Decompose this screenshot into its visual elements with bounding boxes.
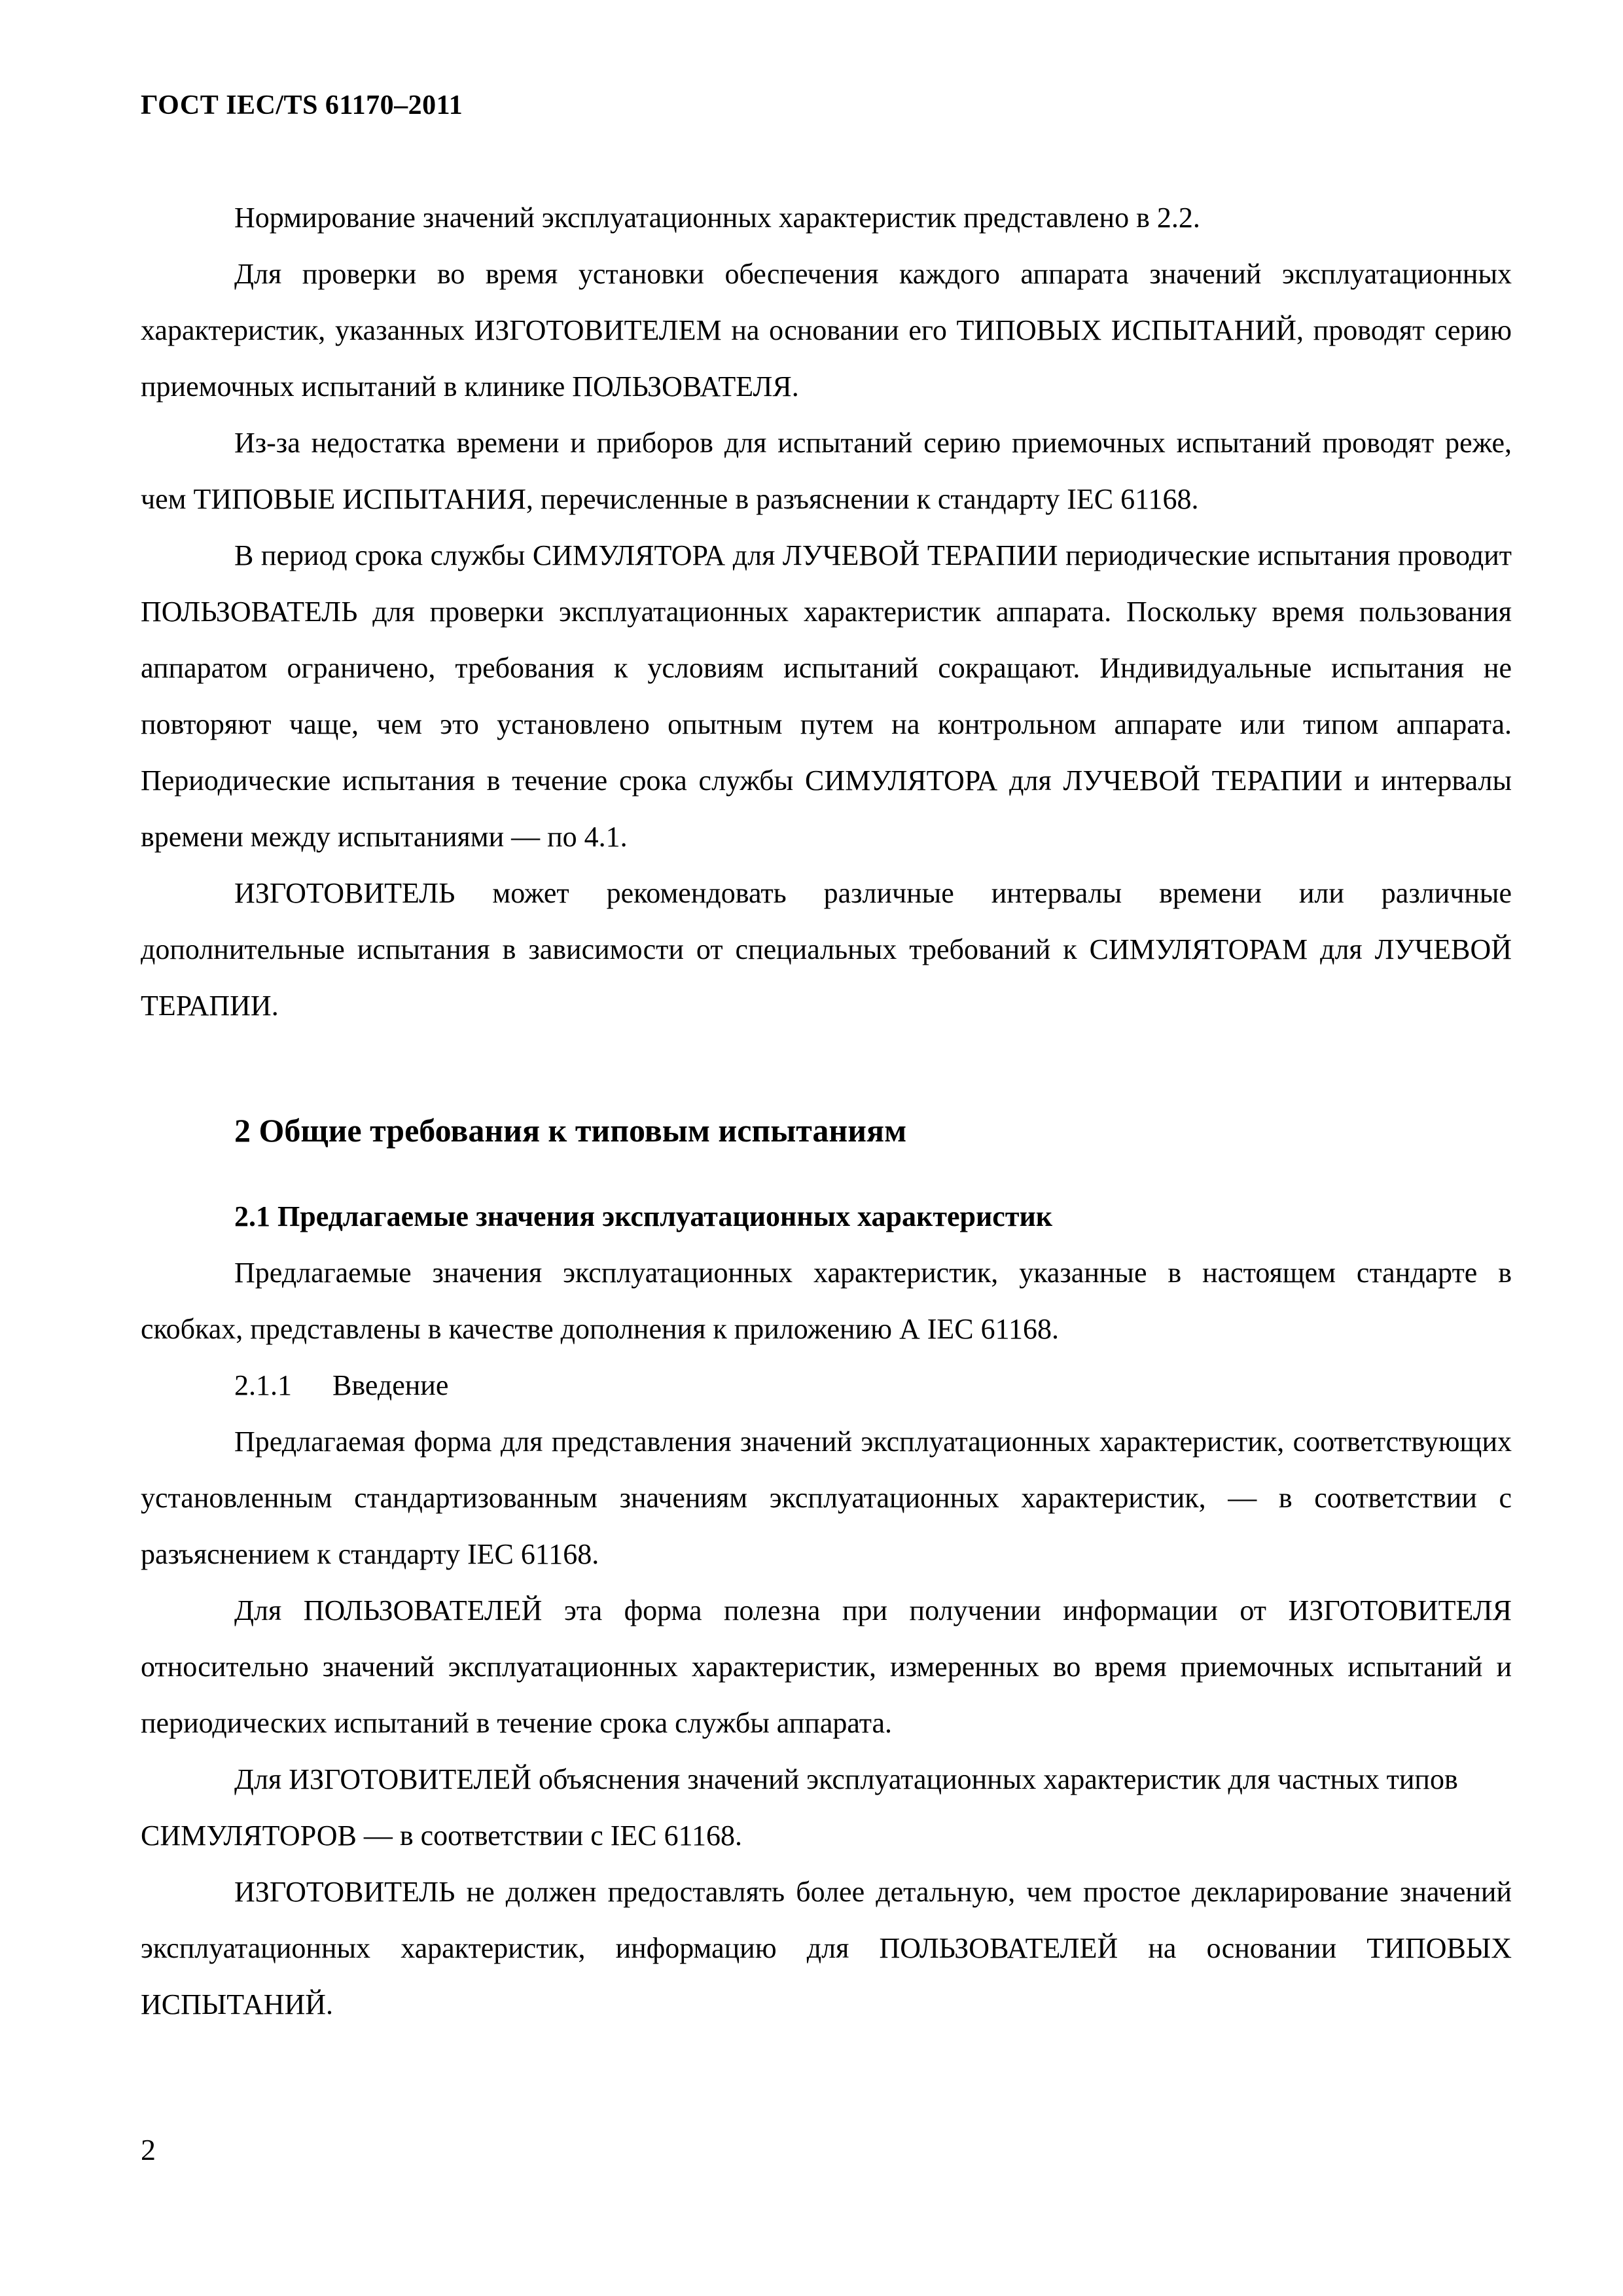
clause-title: Введение	[332, 1369, 449, 1401]
intro-paragraph: ИЗГОТОВИТЕЛЬ может рекомендовать различные интервалы времени или различные дополнительные испытания в зависимости от специальных требований к СИМУЛЯТОРАМ для ЛУЧЕВОЙ ТЕРАПИИ.	[141, 877, 1512, 1022]
page-number: 2	[141, 2133, 156, 2166]
document-body	[141, 190, 1512, 2033]
intro-paragraph: Для проверки во время установки обеспечения каждого аппарата значений эксплуатационных характеристик, указанных ИЗГОТОВИТЕЛЕМ на основании его ТИПОВЫХ ИСПЫТАНИЙ, проводят серию приемочных испытаний в клинике ПОЛЬЗОВАТЕЛЯ.	[141, 258, 1512, 403]
section-title: 2 Общие требования к типовым испытаниям	[234, 1112, 907, 1149]
clause-paragraph: ИЗГОТОВИТЕЛЬ не должен предоставлять более детальную, чем простое декларирование значений эксплуатационных характеристик, информацию для ПОЛЬЗОВАТЕЛЕЙ на основании ТИПОВЫХ ИСПЫТАНИЙ.	[141, 1876, 1512, 2020]
clause-paragraph: Для ПОЛЬЗОВАТЕЛЕЙ эта форма полезна при получении информации от ИЗГОТОВИТЕЛЯ относительно значений эксплуатационных характеристик, измеренных во время приемочных испытаний и периодических испытаний в течение срока службы аппарата.	[141, 1594, 1512, 1739]
clause-paragraph: Предлагаемая форма для представления значений эксплуатационных характеристик, соответствующих установленным стандартизованным значениям эксплуатационных характеристик, — в соответствии с разъяснением к стандарту IEC 61168.	[141, 1426, 1512, 1570]
subsection-paragraph: Предлагаемые значения эксплуатационных характеристик, указанные в настоящем стандарте в скобках, представлены в качестве дополнения к приложению А IEC 61168.	[141, 1257, 1512, 1345]
subsection-title: 2.1 Предлагаемые значения эксплуатационных характеристик	[234, 1200, 1053, 1232]
intro-paragraph: Нормирование значений эксплуатационных характеристик представлено в 2.2.	[234, 202, 1200, 234]
clause-heading	[141, 1357, 1512, 1414]
clause-paragraph: Для ИЗГОТОВИТЕЛЕЙ объяснения значений эксплуатационных характеристик для частных типов СИМУЛЯТОРОВ — в соответствии с IEC 61168.	[141, 1763, 1458, 1852]
intro-paragraph: В период срока службы СИМУЛЯТОРА для ЛУЧЕВОЙ ТЕРАПИИ периодические испытания проводит ПОЛЬЗОВАТЕЛЬ для проверки эксплуатационных характеристик аппарата. Поскольку время пользования аппаратом ограничено, требования к условиям испытаний сокращают. Индивидуальные испытания не повторяют чаще, чем это установлено опытным путем на контрольном аппарате или типом аппарата. Периодические испытания в течение срока службы СИМУЛЯТОРА для ЛУЧЕВОЙ ТЕРАПИИ и интервалы времени между испытаниями — по 4.1.	[141, 539, 1512, 853]
document-header: ГОСТ IEC/TS 61170–2011	[141, 90, 463, 120]
clause-number: 2.1.1	[234, 1369, 292, 1401]
intro-paragraph: Из-за недостатка времени и приборов для испытаний серию приемочных испытаний проводят реже, чем ТИПОВЫЕ ИСПЫТАНИЯ, перечисленные в разъяснении к стандарту IEC 61168.	[141, 427, 1512, 515]
